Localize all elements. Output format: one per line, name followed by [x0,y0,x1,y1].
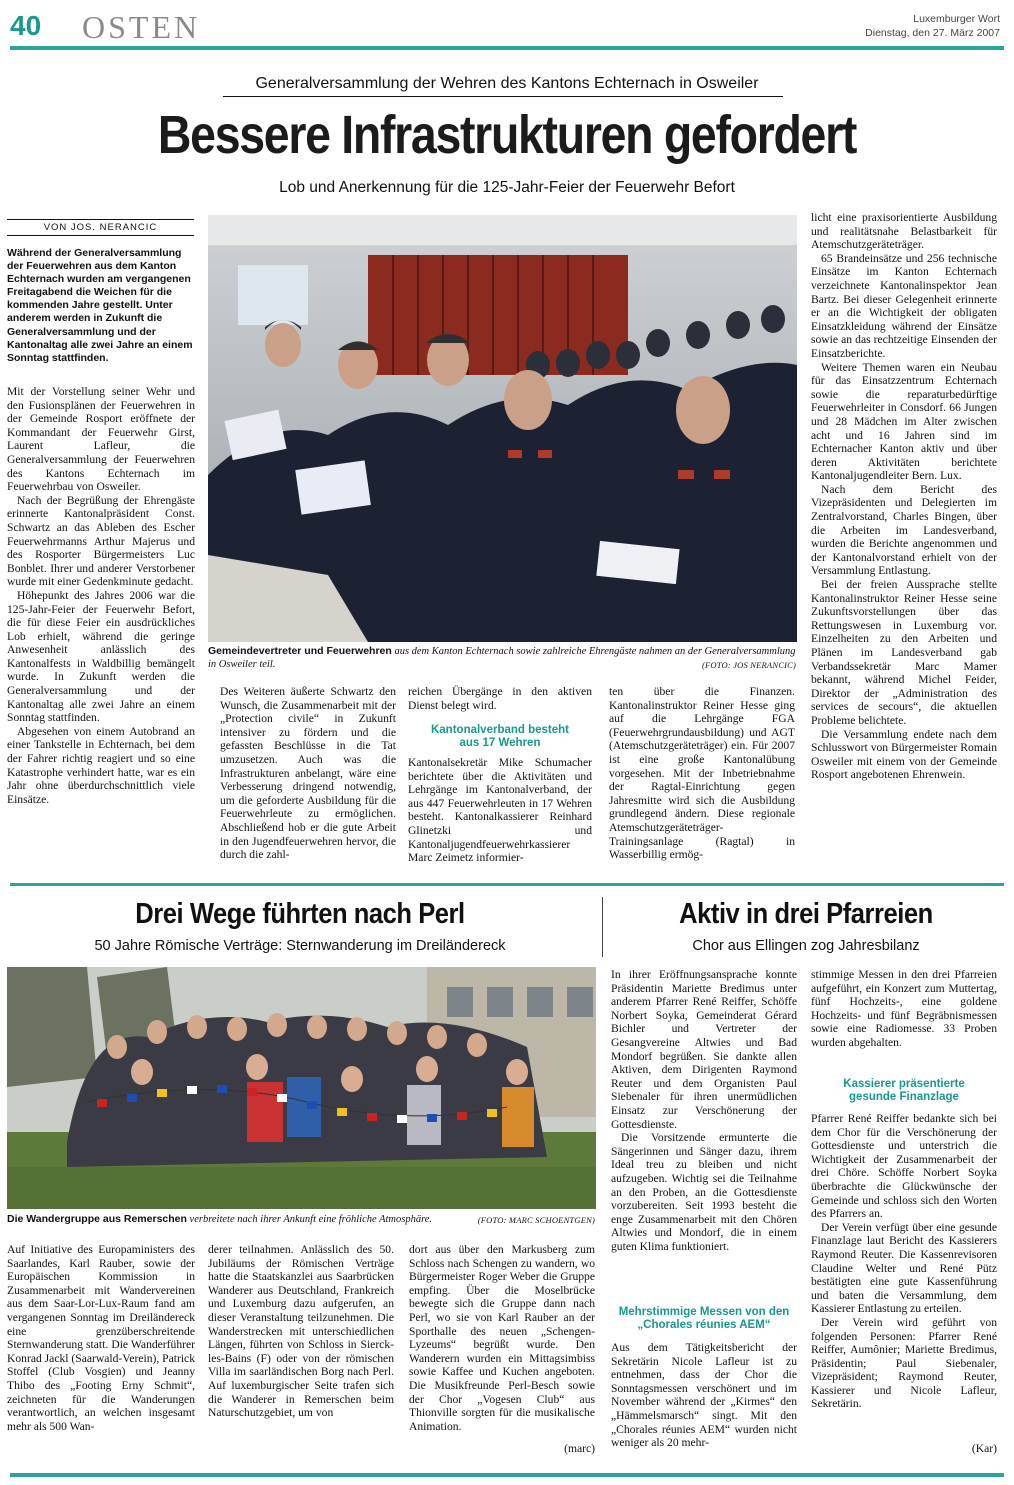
paragraph: Der Verein wird geführt von folgenden Personen: Pfarrer René Reiffer, Aumônier; Mariette Bredimus, Präsidentin; Paul Siebenaler, Vizepräsident; Raymond Reuter, Kassierer und Nicole Lafleur, Sekretärin. [811,1315,997,1411]
header-rule [10,46,1004,50]
paragraph: Weitere Themen waren ein Neubau für das Einsatzzentrum Echternach sowie die reparaturbedürftige Feuerwehrleiter in Consdorf. 66 Jungen und 28 Mädchen im Alter zwischen acht und 16 Jahren sind im Echternacher Kanton aktiv und über deren Aktivitäten berichtete Kantonaljugendleiter Bern. Lux. [811,360,997,483]
author-sign: (Kar) [971,1442,997,1455]
article1-col3-top [408,685,592,713]
article2-subheadline: 50 Jahre Römische Verträge: Sternwanderung im Dreiländereck [94,938,506,954]
article3-col1b [611,1341,797,1459]
paragraph: Nach der Begrüßung der Ehrengäste erinnerte Kantonalpräsident Const. Schwartz an das Ableben des Escher Feuerwehrmanns Arthur Majerus und des Rosporter Bürgermeisters Luc Bonblet. Ihrer und anderer Verstorbener wurde mit einer Gedenkminute gedacht. [7,493,195,589]
author-sign: (marc) [564,1442,595,1455]
subhead-kantonalverband: Kantonalverband besteht aus 17 Wehren [430,724,570,749]
hikers-photo [7,967,596,1209]
article1-col1 [7,385,195,872]
caption-bold: Die Wandergruppe aus Remerschen [7,1213,187,1225]
paragraph: Kantonalsekretär Mike Schumacher berichtete über die Aktivitäten und Lehrgänge im Kantonalverband, der aus 447 Feuerwehrleuten in 17 Wehren besteht. Kantonalkassierer Reinhard Glinetzki und Kantonaljugendfeuerwehrkassierer Marc Zeimetz informier- [408,756,592,865]
section-title: OSTEN [82,9,201,45]
article2-col1 [7,1243,195,1458]
caption-bold: Gemeindevertreter und Feuerwehren [208,645,392,657]
photo-credit: (FOTO: MARC SCHOENTGEN) [477,1215,595,1225]
byline-box [7,219,194,236]
paragraph: ten über die Finanzen. Kantonalinstruktor Reiner Hesse ging auf die Lehrgänge FGA (Feuerwehrgrundausbildung) und AGT (Atemschutzgeräteträger) ein. Für 2007 ist eine große Kantonalübung vorgesehen. Mit der Inbetriebnahme der Ragtal-Einrichtung gegen Jahresmitte wird sich die Ausbildung grundlegend ändern. Diese regionale Atemschutzgeräteträger-Trainingsanlage (Ragtal) in Wasserbillig ermög- [609,685,795,862]
lead-paragraph: Während der Generalversammlung der Feuerwehren aus dem Kanton Echternach wurden am vergangenen Freitagabend die Weichen für die kommenden Jahre gestellt. Unter anderem werden in Zukunft die Generalversammlung und der Kantonaltag alle zwei Jahre an einem Sonntag stattfinden. [7,247,193,364]
issue-date: Dienstag, den 27. März 2007 [865,27,1000,39]
paragraph: Auf Initiative des Europaministers des Saarlandes, Karl Rauber, sowie der Europäischen Kommission in Zusammenarbeit mit Wandervereinen aus dem Saar-Lor-Lux-Raum fand am vergangenen Sonntag im Dreiländereck eine grenzüberschreitende Sternwanderung statt. Die Wanderführer Konrad Jackl (Saarwald-Verein), Patrick Stoffel (Club Vosgien) und Jeanny Thibo des „Footing Erny Schmit“, zeichneten für die Wanderungen verantwortlich, an welchen insgesamt mehr als 500 Wan- [7,1243,195,1433]
paragraph: stimmige Messen in den drei Pfarreien aufgeführt, ein Konzert zum Muttertag, fünf Hochzeits-, eine goldene Hochzeits- und fünf Begräbnismessen sowie eine Radiomesse. 33 Proben wurden abgehalten. [811,968,997,1049]
hikers-photo-image [7,967,596,1209]
article1-col4 [609,685,795,875]
article3-col2-top [811,968,997,1070]
subhead-mehrstimmige: Mehrstimmige Messen von den „Chorales réunies AEM“ [618,1306,790,1331]
photo-caption [7,1213,507,1227]
paragraph: Abgesehen von einem Autobrand an einer Tankstelle in Echternach, bei dem der Fahrer richtig reagiert und so eine Katastrophe verhindert hatte, war es ein Jahr ohne überdurchschnittlich viele Einsätze. [7,724,195,806]
firefighters-photo-image [208,215,797,642]
caption-text: aus dem Kanton Echternach sowie zahlreiche Ehrengäste nahmen an der Generalversammlung in Osweiler teil. [208,646,796,670]
paragraph: 65 Brandeinsätze und 256 technische Einsätze im Kanton Echternach verzeichnete Kantonalinspektor Jean Bartz. Bei dieser Gelegenheit erinnerte er an die Wichtigkeit der obligaten Einsatzkleidung während der Einsätze sowie an das rechtzeitige Einsenden der Einsatzberichte. [811,251,997,360]
column-divider [602,897,603,957]
article-subheadline: Lob und Anerkennung für die 125-Jahr-Feier der Feuerwehr Befort [279,179,735,196]
byline: VON JOS. NERANCIC [43,222,158,233]
caption-text: verbreitete nach ihrer Ankunft eine fröhliche Atmosphäre. [189,1214,433,1225]
mid-rule [10,883,1004,886]
article1-col3 [408,756,592,871]
article2-col3 [409,1243,595,1445]
paragraph: Nach dem Bericht des Vizepräsidenten und Delegierten im Zentralvorstand, Charles Bingen, über die Arbeiten im Landesverband, wurden die Berichte angenommen und der Kantonalvorstand erhielt von der Versammlung Entlastung. [811,482,997,578]
paragraph: derer teilnahmen. Anlässlich des 50. Jubiläums der Römischen Verträge hatte die Staatskanzlei aus Saarbrücken Wanderer aus Deutschland, Frankreich und Luxemburg dazu aufgerufen, an dieser Veranstaltung teilzunehmen. Die Wanderstrecken mit unterschiedlichen Längen, führten von Schloss in Sierck-les-Bains (F) oder von der römischen Villa im saarländischen Borg nach Perl. Auf luxemburgischer Seite trafen sich die Wanderer in Remerschen beim Naturschutzgebiet, um von [208,1243,394,1420]
footer-rule [10,1473,1004,1477]
paragraph: reichen Übergänge in den aktiven Dienst belegt wird. [408,685,592,712]
article3-headline: Aktiv in drei Pfarreien [679,898,933,930]
paragraph: Der Verein verfügt über eine gesunde Finanzlage laut Bericht des Kassierers Raymond Reuter. Die Kassenrevisoren Claudine Welter und René Pütz bestätigten eine gute Kassenführung und baten die Versammlung, dem Kassierer Entlastung zu erteilen. [811,1220,997,1316]
firefighters-photo [208,215,797,642]
article1-col2 [220,685,396,875]
page-number: 40 [10,10,42,41]
subhead-kassierer: Kassierer präsentierte gesunde Finanzlage [843,1078,965,1103]
paragraph: Des Weiteren äußerte Schwartz den Wunsch, die Zusammenarbeit mit der „Protection civile“ in Zukunft intensiver zu fördern und die gefassten Beschlüsse in die Tat umzusetzen. Auch was die Infrastrukturen anbelangt, wäre eine Verbesserung dringend notwendig, um die geforderte Ausbildung für die Feuerwehrleute zu ermöglichen. Abschließend hob er die gute Arbeit in den Jugendfeuerwehren hervor, die durch die zahl- [220,685,396,862]
article3-subheadline: Chor aus Ellingen zog Jahresbilanz [692,938,920,954]
photo-credit: (FOTO: JOS NERANCIC) [701,660,796,670]
paragraph: Die Versammlung endete nach dem Schlusswort von Bürgermeister Romain Osweiler mit einem von der Gemeinde Rosport angebotenen Ehrenwein. [811,727,997,782]
paragraph: Aus dem Tätigkeitsbericht der Sekretärin Nicole Lafleur ist zu entnehmen, dass der Chor die Sonntagsmessen verschönert und im November während der „Kirmes“ den „Hämmelsmarsch“ singt. Mit den „Chorales réunies AEM“ wurden nicht weniger als 20 mehr- [611,1341,797,1450]
paragraph: Höhepunkt des Jahres 2006 war die 125-Jahr-Feier der Feuerwehr Befort, die für diese Feier ein ausdrückliches Lob erhielt, während die geringe Anwesenheit anlässlich des Kantonalfests in Waldbillig bemängelt wurde. In Zukunft werden die Generalversammlung und der Kantonaltag alle zwei Jahre an einem Sonntag stattfinden. [7,588,195,725]
paragraph: Die Vorsitzende ermunterte die Sängerinnen und Sänger dazu, ihrem Ideal treu zu bleiben und nicht aufzugeben. Wichtig sei die Teilnahme an den Proben, an die Gottesdienste vorzubereiten. Seit 1993 besteht die enge Zusammenarbeit mit den Chören Altwies und Mondorf, die in einem guten Klima funktioniert. [611,1131,797,1253]
paragraph: dort aus über den Markusberg zum Schloss nach Schengen zu wandern, wo Bürgermeister Roger Weber die Gruppe empfing. Über die Moselbrücke bewegte sich die Gruppe dann nach Perl, wo sie von Karl Rauber an der Sporthalle des neuen „Schengen-Lyzeums“ begrüßt wurde. Den Wanderern wurden ein Mittagsimbiss sowie Kaffee und Kuchen angeboten. Die Musikfreunde Perl-Besch sowie der Chor „Vogesen Club“ aus Thionville sorgten für die musikalische Animation. [409,1243,595,1433]
paragraph: Pfarrer René Reiffer bedankte sich bei dem Chor für die Verschönerung der Gottesdienste und unterstrich die Wichtigkeit der Zusammenarbeit der drei Chöre. Schöffe Norbert Soyka überbrachte die Glückwünsche der Gemeinde und schloss sich den Worten des Pfarrers an. [811,1112,997,1221]
paragraph: Mit der Vorstellung seiner Wehr und den Fusionsplänen der Feuerwehren in der Gemeinde Rosport eröffnete der Kommandant der Feuerwehr Girst, Laurent Lafleur, die Generalversammlung der Feuerwehren des Kantons Echternach im Feuerwehrbau von Osweiler. [7,385,195,494]
paragraph: Bei der freien Aussprache stellte Kantonalinstruktor Reiner Hesse seine Zukunftsvorstellungen über das Rettungswesen in Luxemburg vor. Einzelheiten zu den Arbeiten und Plänen im Landesverband gab Verbandssekretär Marc Mamer bekannt, während Michel Feider, Direktor der „Administration des services de secours“, die aktuellen Probleme belichtete. [811,578,997,727]
paragraph: licht eine praxisorientierte Ausbildung und realitätsnahe Belastbarkeit für Atemschutzgeräteträger. [811,211,997,252]
article2-headline: Drei Wege führten nach Perl [135,898,465,930]
article3-col1 [611,968,797,1300]
paragraph: In ihrer Eröffnungsansprache konnte Präsidentin Mariette Bredimus unter anderem Pfarrer René Reiffer, Schöffe Norbert Soyka, Gemeinderat Gérard Bichler und Vertreter der Gesangvereine Altwies und Bad Mondorf begrüßen. Sie dankte allen Aktiven, dem Dirigenten Raymond Reuter und dem Organisten Paul Siebenaler für ihren unermüdlichen Einsatz zur Verschönerung der Gottesdienste. [611,968,797,1131]
newspaper-name: Luxemburger Wort [913,13,1000,25]
article-headline: Bessere Infrastrukturen gefordert [157,105,857,165]
article1-col5 [811,211,997,871]
kicker-underline [223,96,783,97]
article2-col2 [208,1243,394,1458]
article3-col2 [811,1112,997,1446]
article-kicker: Generalversammlung der Wehren des Kantons Echternach in Osweiler [255,75,759,92]
